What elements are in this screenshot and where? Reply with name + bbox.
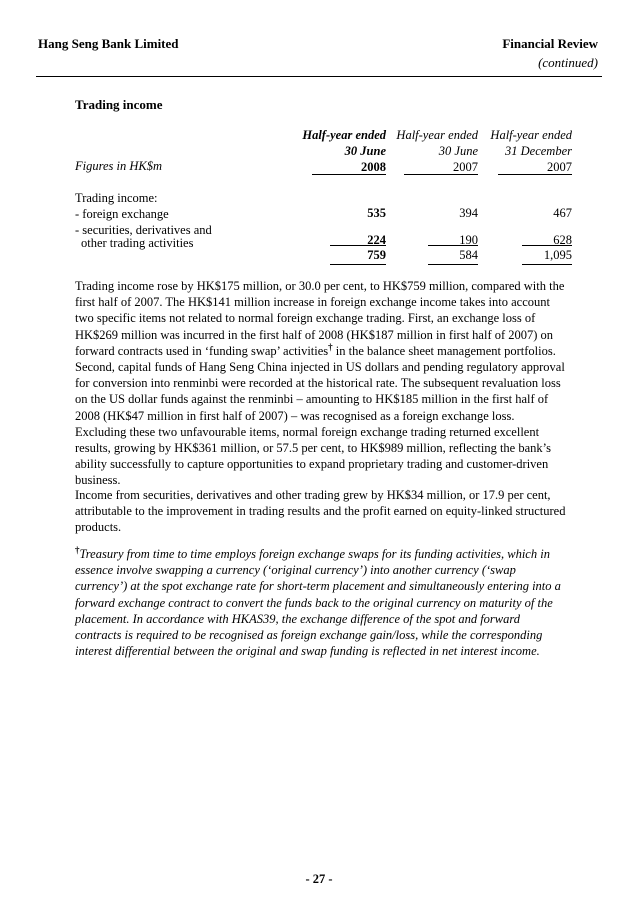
total-rule xyxy=(522,264,572,265)
col-header-line1: Half-year ended xyxy=(302,128,386,142)
col-header-h2-2007 xyxy=(478,127,572,159)
cell-fx-2007-h2: 467 xyxy=(553,206,572,220)
header-underline xyxy=(312,174,386,175)
subtotal-rule xyxy=(522,245,572,246)
cell-sec-2007-h1: 190 xyxy=(459,233,478,247)
cell-sec-2008: 224 xyxy=(367,233,386,247)
cell-total-2008: 759 xyxy=(367,248,386,262)
total-rule xyxy=(330,264,386,265)
section-title: Trading income xyxy=(75,97,163,112)
col-year-2007-h2: 2007 xyxy=(547,160,572,174)
col-header-line2: 31 December xyxy=(505,144,572,158)
group-label: Trading income: xyxy=(75,191,158,205)
paragraph-trading-income xyxy=(75,278,567,489)
cell-sec-2007-h2: 628 xyxy=(553,233,572,247)
cell-total-2007-h2: 1,095 xyxy=(543,248,572,262)
page-number: - 27 - xyxy=(305,872,333,886)
header-underline xyxy=(498,174,572,175)
row-label-securities: - securities, derivatives and xyxy=(75,223,212,237)
row-label-foreign-exchange: - foreign exchange xyxy=(75,207,169,221)
section-name: Financial Review xyxy=(502,36,598,51)
row-label-securities-cont: other trading activities xyxy=(81,236,194,250)
cell-fx-2008: 535 xyxy=(367,206,386,220)
cell-total-2007-h1: 584 xyxy=(459,248,478,262)
paragraph-securities: Income from securities, derivatives and other trading grew by HK$34 million, or 17.9 per cent, attributable to the improvement in trading results and the profit earned on equity-linked structured products. xyxy=(75,488,566,535)
header-underline xyxy=(404,174,478,175)
col-header-h1-2008 xyxy=(280,127,386,159)
col-header-line1: Half-year ended xyxy=(490,128,572,142)
col-header-line2: 30 June xyxy=(438,144,478,158)
footnote-text: Treasury from time to time employs foreign exchange swaps for its funding activities, which in essence involve swapping a currency (‘original currency’) into another currency (‘swap currency’) at the spot exchange rate for short-term placement and simultaneously entering into a forward exchange contract to convert the funds back to the original currency on maturity of the placement. In accordance with HKAS39, the exchange difference of the spot and forward contracts is required to be recognised as foreign exchange gain/loss, while the corresponding interest differential between the original and swap funding is reflected in net interest income. xyxy=(75,547,561,659)
total-rule xyxy=(428,264,478,265)
dagger-footnote-mark: † xyxy=(328,341,333,352)
col-header-line2: 30 June xyxy=(344,144,386,158)
col-year-2007-h1: 2007 xyxy=(453,160,478,174)
footnote-treasury xyxy=(75,546,567,659)
continued-label: (continued) xyxy=(538,55,598,70)
col-year-2008: 2008 xyxy=(361,160,386,174)
company-name: Hang Seng Bank Limited xyxy=(38,36,179,51)
paragraph-text: Trading income rose by HK$175 million, or 30.0 per cent, to HK$759 million, compared with the first half of 2007. The HK$141 million increase in foreign exchange income takes into account two specific items not related to normal foreign exchange trading. First, an exchange loss of HK$269 million was incurred in the first half of 2008 (HK$187 million in first half of 2007) on forward contracts used in ‘funding swap’ activities xyxy=(75,279,565,358)
subtotal-rule xyxy=(330,245,386,246)
paragraph-text: in the balance sheet management portfolios. Second, capital funds of Hang Seng China injected in US dollars and pending regulatory approval for conversion into renminbi were recorded at the historical rate. The subsequent revaluation loss on the US dollar funds against the renminbi – amounting to HK$185 million in the first half of 2008 (HK$47 million in first half of 2007) – was recognised as a foreign exchange loss. Excluding these two unfavourable items, normal foreign exchange trading returned excellent results, growing by HK$361 million, or 57.5 per cent, to HK$989 million, reflecting the bank’s ability successfully to capture opportunities to expand proprietary trading and customer-driven business. xyxy=(75,343,565,488)
figures-unit-label: Figures in HK$m xyxy=(75,159,163,173)
col-header-h1-2007 xyxy=(380,127,478,159)
subtotal-rule xyxy=(428,245,478,246)
col-header-line1: Half-year ended xyxy=(396,128,478,142)
header-rule xyxy=(36,76,602,77)
cell-fx-2007-h1: 394 xyxy=(459,206,478,220)
dagger-footnote-mark: † xyxy=(75,544,80,555)
